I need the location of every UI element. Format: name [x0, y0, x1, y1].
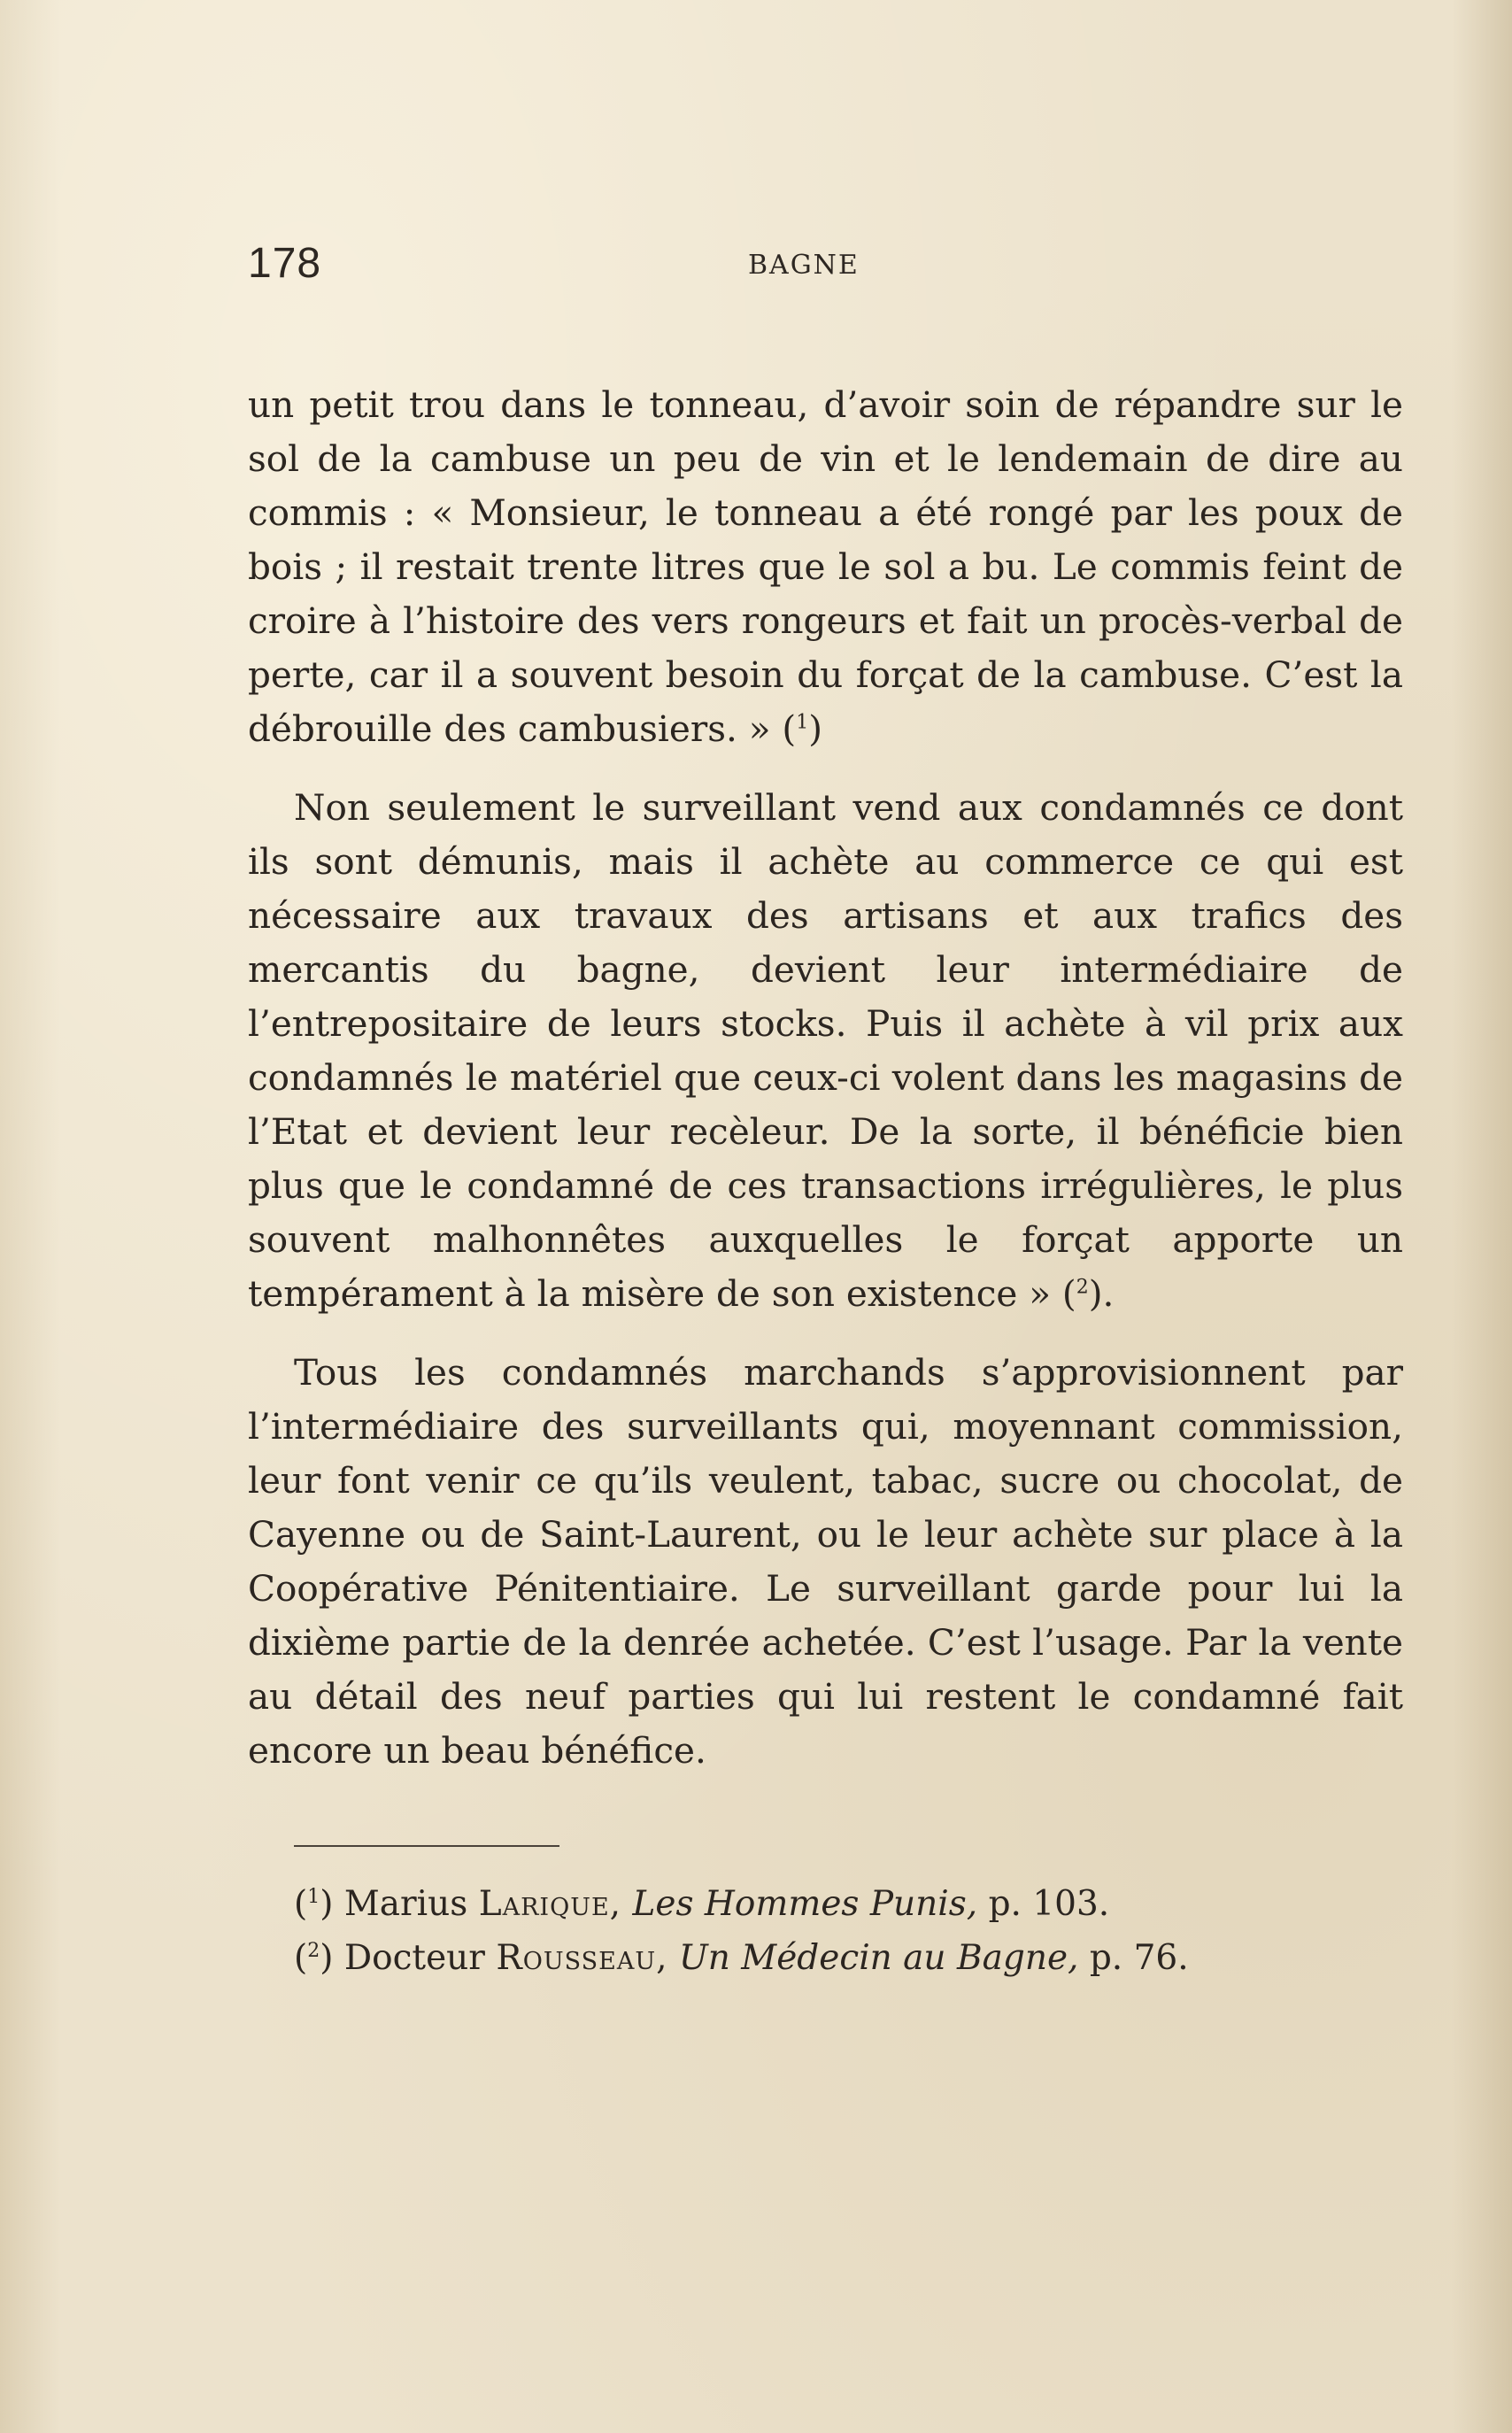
footnote-1-page: p. 103.: [988, 1884, 1110, 1924]
paragraph-2: [248, 781, 1403, 1321]
footnote-1: [248, 1877, 1403, 1931]
footnote-1-author-last: Larique,: [478, 1884, 622, 1924]
footnote-1-marker: 1: [307, 1886, 320, 1908]
footnote-ref-2: 2: [1076, 1276, 1089, 1299]
footnote-1-close: ): [320, 1884, 334, 1924]
paragraph-2-tail: ).: [1088, 1272, 1115, 1315]
footnote-2: [248, 1931, 1403, 1985]
paragraph-1-tail: ): [808, 707, 822, 750]
page-number: 178: [248, 240, 322, 287]
page-header: [248, 239, 1403, 301]
footnote-2-page: p. 76.: [1089, 1938, 1189, 1978]
footnote-2-close: ): [320, 1938, 334, 1978]
paragraph-1: [248, 378, 1403, 756]
footnote-ref-1: 1: [796, 711, 809, 734]
paragraph-1-text: un petit trou dans le tonneau, d’avoir soin de répandre sur le sol de la cambuse un peu de vin et le lendemain de dire au commis : « Monsieur, le tonneau a été rongé par les poux de bois ; il restait trente litres que le sol a bu. Le commis feint de croire à l’histoire des vers rongeurs et fait un procès-verbal de perte, car il a souvent besoin du forçat de la cambuse. C’est la débrouille des cambusiers. » (: [248, 383, 1403, 750]
footnote-2-marker: 2: [307, 1940, 320, 1962]
paragraph-3: [248, 1346, 1403, 1778]
book-page: [248, 239, 1403, 1985]
footnote-1-author-first: Marius: [343, 1884, 468, 1924]
footnote-1-open: (: [294, 1884, 308, 1924]
footnote-2-title: Un Médecin au Bagne,: [678, 1938, 1079, 1978]
footnote-2-author-first: Docteur: [343, 1938, 485, 1978]
paragraph-3-text: Tous les condamnés marchands s’approvisionnent par l’intermédiaire des surveillants qui, moyennant commission, leur font venir ce qu’ils veulent, tabac, sucre ou chocolat, de Cayenne ou de Saint-Laurent, ou le leur achète sur place à la Coopérative Pénitentiaire. Le surveillant garde pour lui la dixième partie de la denrée achetée. C’est l’usage. Par la vente au détail des neuf parties qui lui restent le condamné fait encore un beau bénéfice.: [248, 1351, 1403, 1772]
body-text: [248, 378, 1403, 1778]
footnote-divider: [294, 1845, 559, 1847]
paragraph-2-text: Non seulement le surveillant vend aux condamnés ce dont ils sont démunis, mais il achète au commerce ce qui est nécessaire aux travaux des artisans et aux trafics des mercantis du bagne, devient leur intermédiaire de l’entrepositaire de leurs stocks. Puis il achète à vil prix aux condamnés le matériel que ceux-ci volent dans les magasins de l’Etat et devient leur recèleur. De la sorte, il bénéficie bien plus que le condamné de ces transactions irrégulières, le plus souvent malhonnêtes auxquelles le forçat apporte un tempérament à la misère de son existence » (: [248, 786, 1403, 1315]
footnote-1-title: Les Hommes Punis,: [632, 1884, 978, 1924]
running-title: BAGNE: [748, 250, 860, 281]
footnotes: [248, 1877, 1403, 1985]
footnote-2-open: (: [294, 1938, 308, 1978]
footnote-2-author-last: Rousseau,: [496, 1938, 668, 1978]
